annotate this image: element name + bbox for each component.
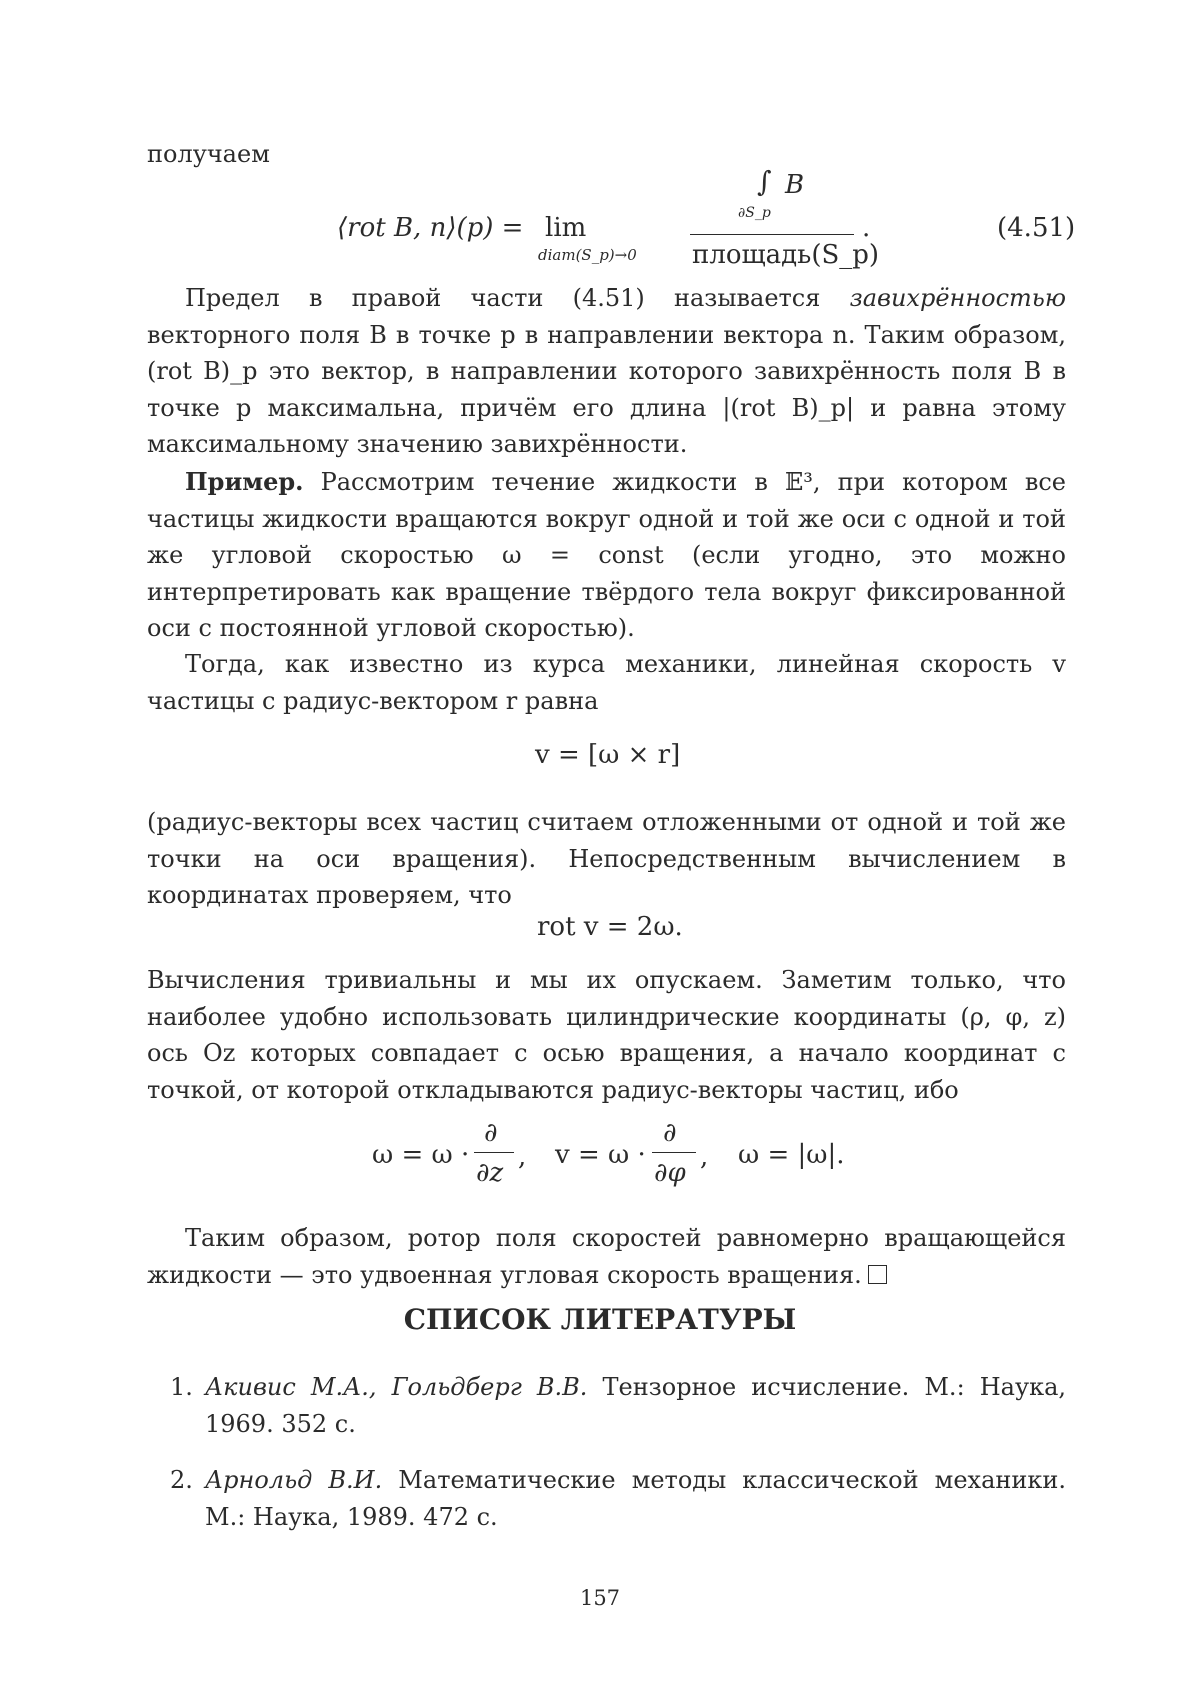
example-label: Пример. [185, 467, 304, 496]
eq-451-integrand: B [785, 170, 805, 200]
equation-velocity: v = [ω × r] [535, 740, 681, 770]
eq-451-lhs: ⟨rot B, n⟩(p) = [337, 213, 524, 243]
paragraph-cylindrical: Вычисления тривиальны и мы их опускаем. Заметим только, что наиболее удобно использовать цилиндрические координаты (ρ, φ, z) ось Oz которых совпадает с осью вращения, а начало координат с точкой, от которой откладываются радиус-векторы частиц, ибо [147, 966, 1066, 1104]
eq-451-lim-subscript: diam(S_p)→0 [538, 246, 637, 264]
eq-cyl-v-lhs: v = ω · [555, 1140, 646, 1170]
eq-451-lim: lim [545, 213, 587, 243]
example-text: Рассмотрим течение жидкости в 𝔼³, при котором все частицы жидкости вращаются вокруг одной и той же оси с одной и той же угловой скоростью ω = const (если угодно, это можно интерпретировать как вращение твёрдого тела вокруг фиксированной оси с постоянной угловой скоростью). [147, 468, 1066, 642]
eq-cyl-fraction-bar-1 [474, 1152, 514, 1153]
reference-authors: Арнольд В.И. [205, 1466, 383, 1494]
reference-body [170, 1369, 1066, 1443]
eq-451-fraction-bar [690, 234, 854, 235]
paragraph-vorticity [147, 280, 1066, 463]
eq-451-denominator: площадь(S_p) [692, 240, 880, 270]
paragraph-linear-velocity: Тогда, как известно из курса механики, линейная скорость v частицы с радиус-вектором r равна [147, 650, 1066, 715]
paragraph-example [147, 464, 1066, 647]
eq-cyl-dz: ∂z [476, 1158, 504, 1188]
eq-cyl-fraction-bar-2 [652, 1152, 696, 1153]
reference-item [170, 1369, 1066, 1443]
references-heading: СПИСОК ЛИТЕРАТУРЫ [403, 1303, 797, 1336]
intro-text: получаем [147, 140, 270, 168]
page-number: 157 [579, 1586, 621, 1610]
paragraph-conclusion [147, 1220, 1066, 1293]
eq-cyl-partial-1: ∂ [484, 1118, 498, 1148]
reference-details: Математические методы классической механики. М.: Наука, 1989. 472 с. [205, 1466, 1067, 1531]
qed-box-icon [868, 1265, 887, 1284]
reference-details: Тензорное исчисление. М.: Наука, 1969. 352 с. [205, 1373, 1067, 1438]
eq-cyl-comma-1: , [518, 1142, 527, 1172]
eq-cyl-partial-2: ∂ [663, 1118, 677, 1148]
equation-rot-v: rot v = 2ω. [537, 912, 683, 942]
eq-cyl-comma-2: , [700, 1142, 709, 1172]
equation-number: (4.51) [997, 213, 1076, 243]
reference-number: 2. [170, 1466, 193, 1494]
eq-cyl-omega-lhs: ω = ω · [372, 1140, 470, 1170]
reference-item [170, 1462, 1066, 1536]
para5-text: Таким образом, ротор поля скоростей равномерно вращающейся жидкости — это удвоенная угловая скорость вращения. [147, 1224, 1066, 1289]
reference-body [170, 1462, 1066, 1536]
reference-authors: Акивис М.А., Гольдберг В.В. [205, 1373, 588, 1401]
eq-cyl-dphi: ∂φ [654, 1158, 686, 1188]
para1-emphasis: завихрённостью [849, 284, 1066, 312]
eq-451-integral-sign: ∫ [757, 165, 772, 198]
eq-451-integral-subscript: ∂S_p [738, 205, 771, 221]
para1-text-a: Предел в правой части (4.51) называется [185, 284, 850, 312]
paragraph-radius-vectors: (радиус-векторы всех частиц считаем отложенными от одной и той же точки на оси вращения). Непосредственным вычислением в координатах проверяем, что [147, 808, 1066, 909]
eq-451-period: . [862, 213, 871, 243]
eq-cyl-norm: ω = |ω|. [738, 1140, 845, 1170]
reference-number: 1. [170, 1373, 193, 1401]
para1-text-b: векторного поля B в точке p в направлении вектора n. Таким образом, (rot B)_p это вектор, в направлении которого завихрённость поля B в точке p максимальна, причём его длина |(rot B)_p| и равна этому максимальному значению завихрённости. [147, 320, 1066, 458]
